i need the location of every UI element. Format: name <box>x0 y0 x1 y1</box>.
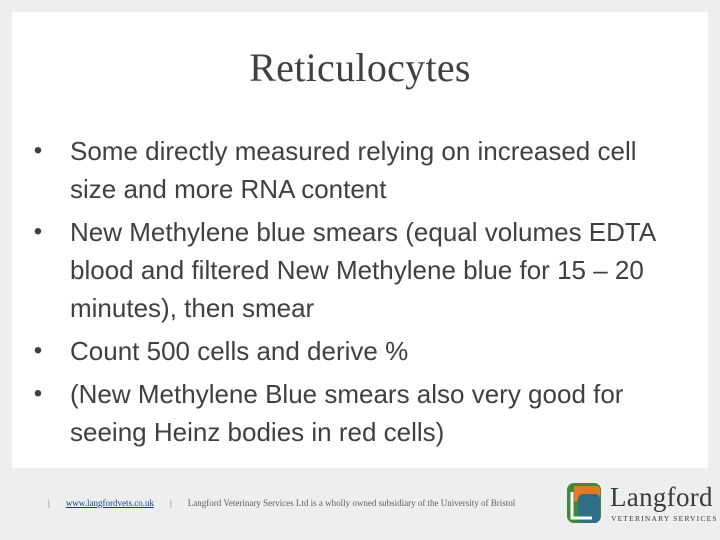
bullet-text: New Methylene blue smears (equal volumes EDTA blood and filtered New Methylene blue for 15 – 20 minutes), then smear <box>70 217 655 323</box>
footer-separator: | <box>169 498 172 508</box>
bullet-icon: • <box>33 218 43 245</box>
bullet-icon: • <box>33 137 43 164</box>
footer-separator: | <box>48 498 50 508</box>
bullet-list <box>28 132 688 456</box>
langford-logo-icon <box>566 482 606 526</box>
list-item <box>28 375 688 451</box>
list-item <box>28 332 688 370</box>
bullet-icon: • <box>33 380 43 407</box>
logo-subtitle: VETERINARY SERVICES <box>611 514 718 523</box>
bullet-icon: • <box>33 337 43 364</box>
list-item <box>28 132 688 208</box>
footer <box>0 468 720 540</box>
bullet-text: Count 500 cells and derive % <box>70 336 409 366</box>
footer-statement: Langford Veterinary Services Ltd is a wholly owned subsidiary of the University of Bristol <box>187 498 516 508</box>
logo-wordmark: Langford <box>610 482 713 512</box>
footer-text <box>48 498 515 508</box>
bullet-text: (New Methylene Blue smears also very good for seeing Heinz bodies in red cells) <box>70 379 624 447</box>
website-link[interactable]: www.langfordvets.co.uk <box>65 498 154 508</box>
bullet-text: Some directly measured relying on increased cell size and more RNA content <box>70 136 637 204</box>
langford-logo <box>566 482 718 528</box>
slide-title: Reticulocytes <box>249 45 471 90</box>
list-item <box>28 213 688 327</box>
